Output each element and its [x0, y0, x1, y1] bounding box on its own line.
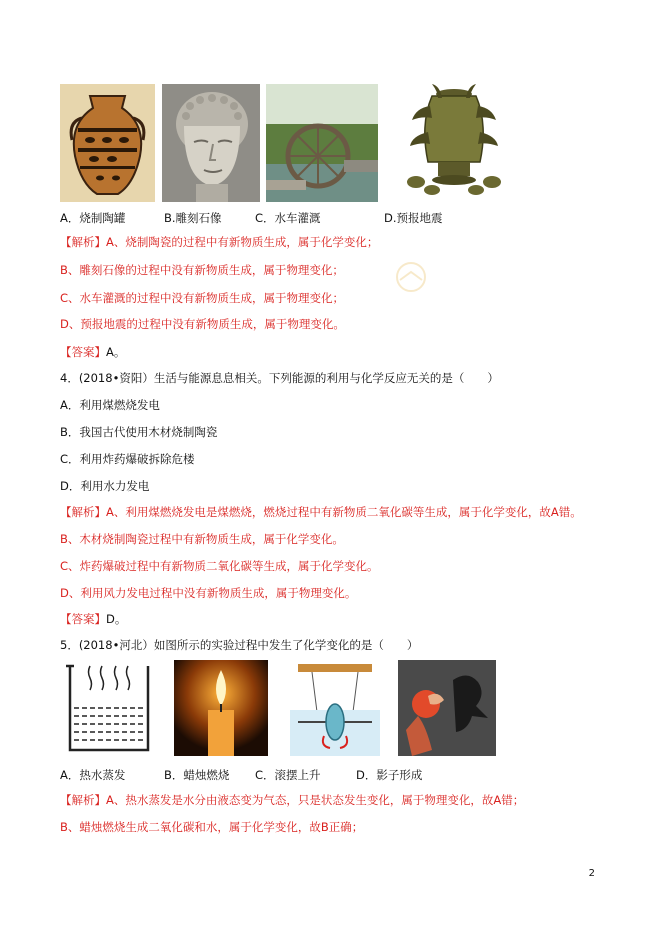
q4-answer: 【答案】D。 — [60, 612, 127, 626]
page-number: 2 — [588, 868, 595, 879]
q5-stem: 5．(2018•河北）如图所示的实验过程中发生了化学变化的是（ ） — [60, 638, 419, 652]
q5-caption-b: B．蜡烛燃烧 — [164, 768, 230, 782]
q3-analysis-line-2: B、雕刻石像的过程中没有新物质生成，属于物理变化； — [60, 263, 344, 277]
q3-analysis-tag: 【解析】 — [60, 235, 106, 249]
q3-image-row — [60, 84, 506, 202]
q5-caption-d: D．影子形成 — [356, 768, 423, 782]
pottery-jar-image — [60, 84, 155, 202]
q4-analysis-line-2: B、木材烧制陶瓷过程中有新物质生成，属于化学变化。 — [60, 532, 344, 546]
q3-analysis-line-4: D、预报地震的过程中没有新物质生成，属于物理变化。 — [60, 317, 345, 331]
beaker-image — [60, 660, 156, 756]
q5-analysis-line-2: B、蜡烛燃烧生成二氧化碳和水，属于化学变化，故B正确； — [60, 820, 364, 834]
q4-option-b: B．我国古代使用木材烧制陶瓷 — [60, 425, 218, 439]
pendulum-image — [290, 660, 380, 756]
q5-caption-a: A．热水蒸发 — [60, 768, 126, 782]
q3-answer-tag: 【答案】 — [60, 345, 106, 359]
q4-analysis-line-3: C、炸药爆破过程中有新物质二氧化碳等生成，属于化学变化。 — [60, 559, 379, 573]
shadow-image — [398, 660, 496, 756]
q3-caption-b: B.雕刻石像 — [164, 211, 222, 225]
q3-analysis-line-1: 【解析】A、烧制陶瓷的过程中有新物质生成，属于化学变化； — [60, 235, 379, 249]
candle-image — [174, 660, 268, 756]
q5-analysis-line-1: 【解析】A、热水蒸发是水分由液态变为气态，只是状态发生变化，属于物理变化，故A错； — [60, 793, 525, 807]
watermark-logo — [390, 260, 432, 294]
q4-analysis-line-1: 【解析】A、利用煤燃烧发电是煤燃烧，燃烧过程中有新物质二氧化碳等生成，属于化学变化，故A错。 — [60, 505, 582, 519]
q5-analysis-tag: 【解析】 — [60, 793, 106, 807]
q3-answer: 【答案】A。 — [60, 345, 126, 359]
waterwheel-image — [266, 84, 378, 202]
stone-statue-image — [162, 84, 260, 202]
q4-option-d: D．利用水力发电 — [60, 479, 150, 493]
q4-stem: 4．(2018•资阳）生活与能源息息相关。下列能源的利用与化学反应无关的是（ ） — [60, 371, 499, 385]
q3-caption-c: C．水车灌溉 — [255, 211, 321, 225]
q3-analysis-line-3: C、水车灌溉的过程中没有新物质生成，属于物理变化； — [60, 291, 345, 305]
q4-option-c: C．利用炸药爆破拆除危楼 — [60, 452, 195, 466]
q5-caption-c: C．滚摆上升 — [255, 768, 321, 782]
q3-caption-a: A．烧制陶罐 — [60, 211, 126, 225]
q4-analysis-line-4: D、利用风力发电过程中没有新物质生成，属于物理变化。 — [60, 586, 357, 600]
q4-analysis-tag: 【解析】 — [60, 505, 106, 519]
q4-option-a: A．利用煤燃烧发电 — [60, 398, 160, 412]
q4-answer-tag: 【答案】 — [60, 612, 106, 626]
seismograph-image — [402, 84, 506, 202]
q3-caption-d: D.预报地震 — [384, 211, 443, 225]
q5-image-row — [60, 660, 496, 756]
